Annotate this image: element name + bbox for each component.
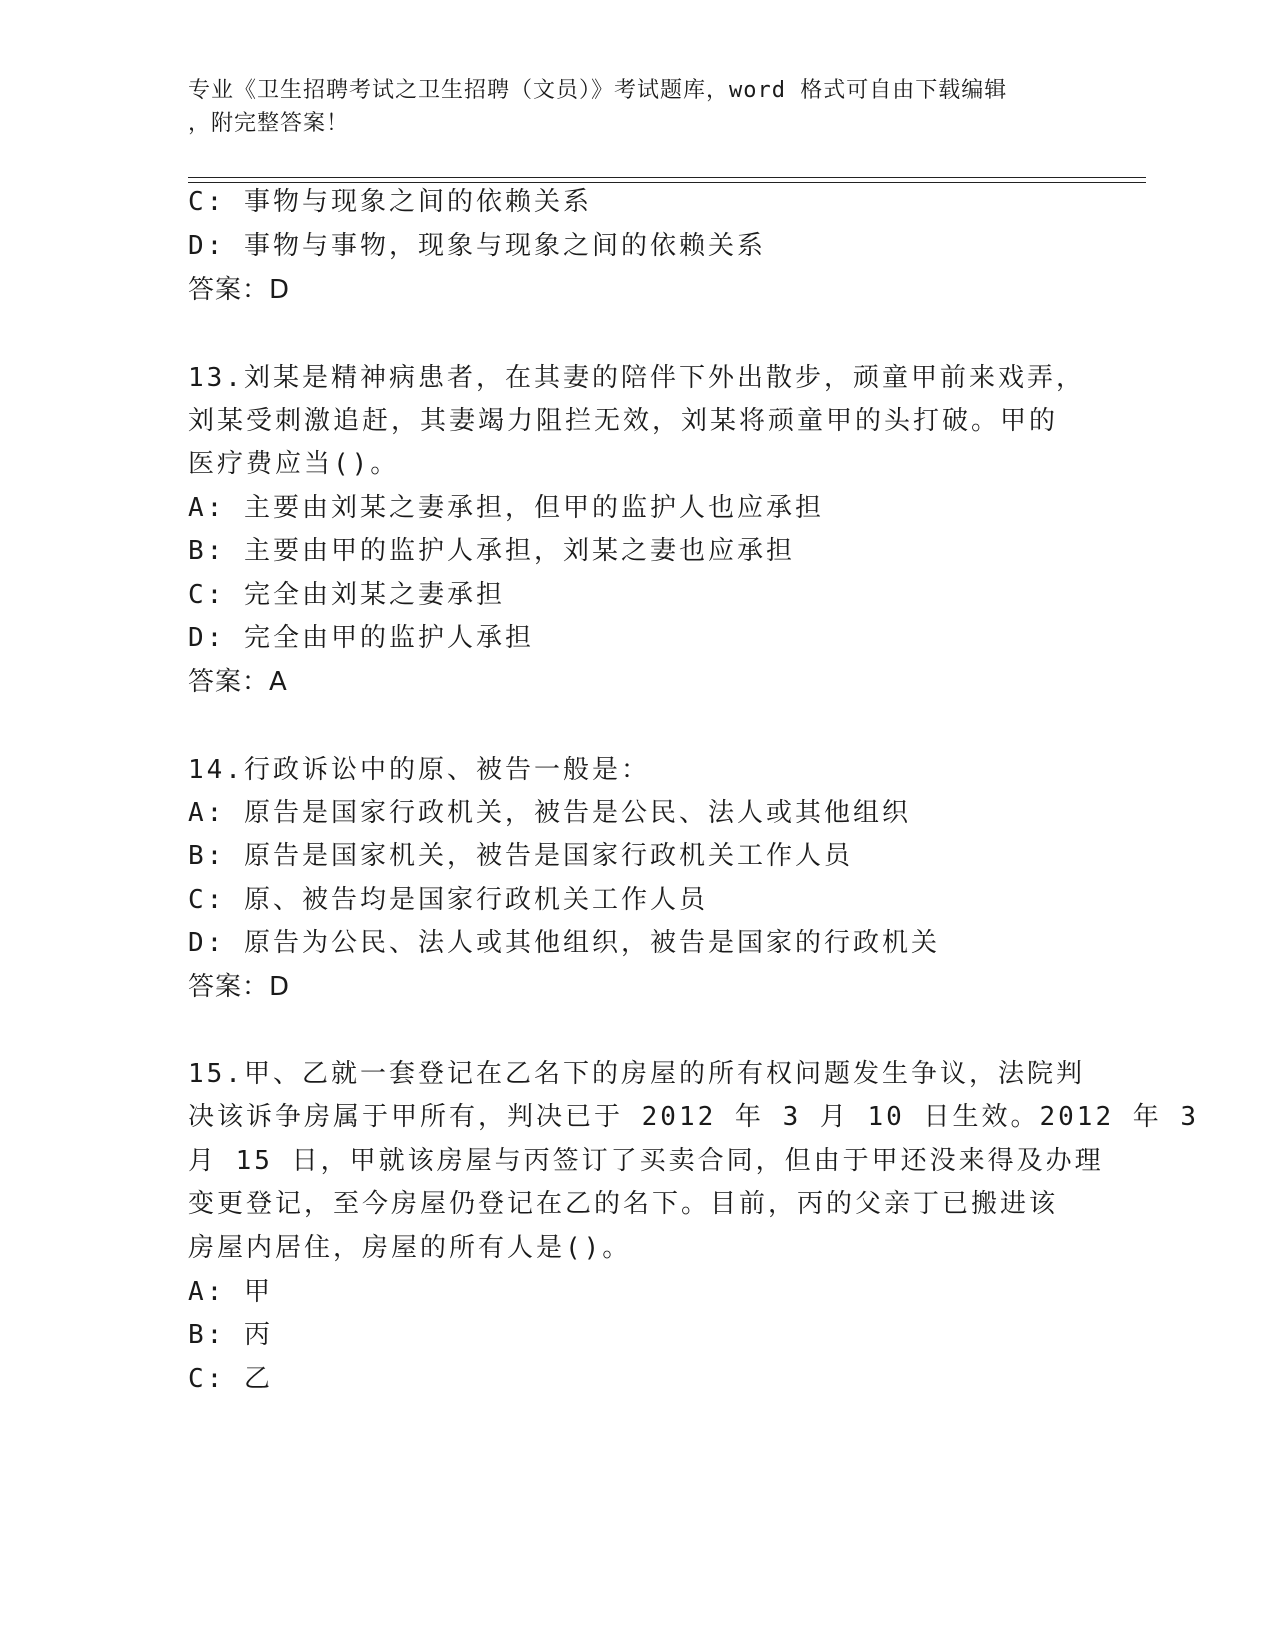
q15-stem-line-5: 房屋内居住，房屋的所有人是()。: [188, 1233, 632, 1263]
q15-option-c: C: 乙: [188, 1364, 273, 1394]
q14-answer: 答案：D: [188, 972, 291, 1002]
q15-option-a: A: 甲: [188, 1277, 273, 1307]
q13-stem-line-1: 13.刘某是精神病患者，在其妻的陪伴下外出散步，顽童甲前来戏弄，: [188, 363, 1085, 393]
q15-stem-line-1: 15.甲、乙就一套登记在乙名下的房屋的所有权问题发生争议，法院判: [188, 1059, 1085, 1089]
q13-option-a: A: 主要由刘某之妻承担，但甲的监护人也应承担: [188, 493, 824, 523]
q13-answer: 答案：A: [188, 667, 288, 697]
q14-option-a: A: 原告是国家行政机关，被告是公民、法人或其他组织: [188, 798, 911, 828]
q13-stem-line-2: 刘某受刺激追赶，其妻竭力阻拦无效，刘某将顽童甲的头打破。甲的: [188, 406, 1059, 436]
q13-option-c: C: 完全由刘某之妻承担: [188, 580, 505, 610]
q15-stem-line-4: 变更登记，至今房屋仍登记在乙的名下。目前，丙的父亲丁已搬进该: [188, 1189, 1059, 1219]
prev-option-c: C: 事物与现象之间的依赖关系: [188, 187, 592, 217]
q14-stem: 14.行政诉讼中的原、被告一般是：: [188, 755, 650, 785]
q13-option-b: B: 主要由甲的监护人承担，刘某之妻也应承担: [188, 536, 795, 566]
header-line-1: 专业《卫生招聘考试之卫生招聘（文员）》考试题库，word 格式可自由下载编辑: [188, 78, 1008, 103]
q14-option-d: D: 原告为公民、法人或其他组织，被告是国家的行政机关: [188, 928, 940, 958]
q15-option-b: B: 丙: [188, 1320, 273, 1350]
q14-option-c: C: 原、被告均是国家行政机关工作人员: [188, 885, 708, 915]
q15-stem-line-2: 决该诉争房属于甲所有，判决已于 2012 年 3 月 10 日生效。2012 年 3: [188, 1102, 1200, 1132]
prev-option-d: D: 事物与事物，现象与现象之间的依赖关系: [188, 231, 766, 261]
prev-answer: 答案：D: [188, 275, 291, 305]
document-header: [188, 74, 1068, 140]
q15-stem-line-3: 月 15 日，甲就该房屋与丙签订了买卖合同，但由于甲还没来得及办理: [188, 1146, 1104, 1176]
header-divider-top: [188, 177, 1146, 178]
q13-stem-line-3: 医疗费应当()。: [188, 449, 400, 479]
q14-option-b: B: 原告是国家机关，被告是国家行政机关工作人员: [188, 841, 853, 871]
header-line-2: ，附完整答案！: [188, 111, 350, 136]
q13-option-d: D: 完全由甲的监护人承担: [188, 623, 534, 653]
header-divider-bottom: [188, 182, 1146, 183]
